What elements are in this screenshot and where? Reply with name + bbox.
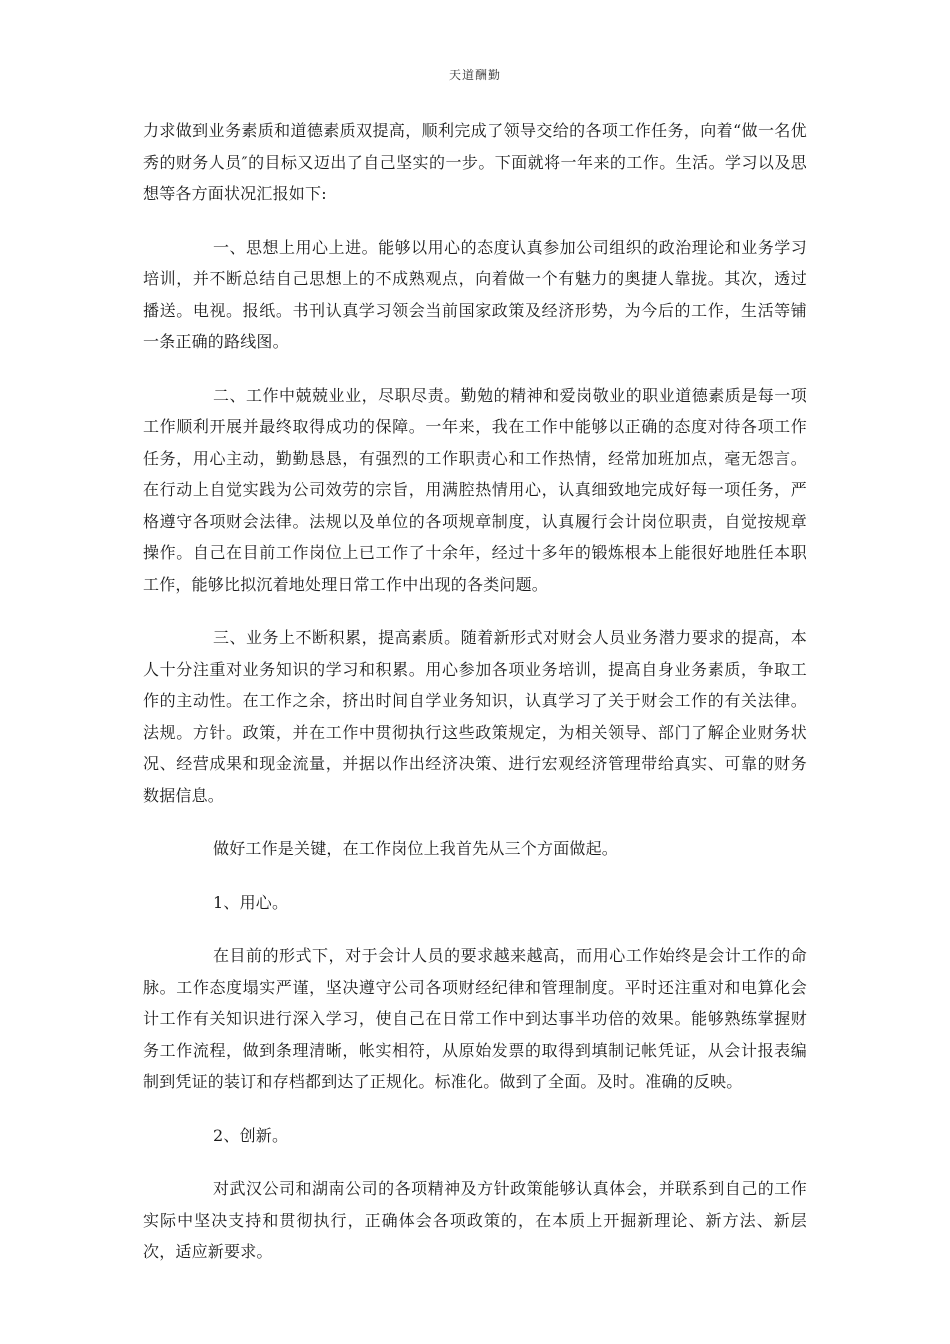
heading-item-2: 2、创新。 xyxy=(213,1125,289,1145)
paragraph-section-1: 一、思想上用心上进。能够以用心的态度认真参加公司组织的政治理论和业务学习培训，并不断总结自己思想上的不成熟观点，向着做一个有魅力的奥捷人靠拢。其次，透过播送。电视。报纸。书刊认真学习领会当前国家政策及经济形势，为今后的工作，生活等铺一条正确的路线图。 xyxy=(143,237,807,351)
paragraph-item-2: 对武汉公司和湖南公司的各项精神及方针政策能够认真体会，并联系到自己的工作实际中坚决支持和贯彻执行，正确体会各项政策的，在本质上开掘新理论、新方法、新层次，适应新要求。 xyxy=(143,1179,807,1261)
paragraph-section-2: 二、工作中兢兢业业，尽职尽责。勤勉的精神和爱岗敬业的职业道德素质是每一项工作顺利开展并最终取得成功的保障。一年来，我在工作中能够以正确的态度对待各项工作任务，用心主动，勤勤恳恳，有强烈的工作职责心和工作热情，经常加班加点，毫无怨言。在行动上自觉实践为公司效劳的宗旨，用满腔热情用心，认真细致地完成好每一项任务，严格遵守各项财会法律。法规以及单位的各项规章制度，认真履行会计岗位职责，自觉按规章操作。自己在目前工作岗位上已工作了十余年，经过十多年的锻炼根本上能很好地胜任本职工作，能够比拟沉着地处理日常工作中出现的各类问题。 xyxy=(143,385,807,594)
paragraph-item-1: 在目前的形式下，对于会计人员的要求越来越高，而用心工作始终是会计工作的命脉。工作态度塌实严谨，坚决遵守公司各项财经纪律和管理制度。平时还注重对和电算化会计工作有关知识进行深入学习，使自己在日常工作中到达事半功倍的效果。能够熟练掌握财务工作流程，做到条理清晰，帐实相符，从原始发票的取得到填制记帐凭证，从会计报表编制到凭证的装订和存档都到达了正规化。标准化。做到了全面。及时。准确的反映。 xyxy=(143,946,807,1091)
paragraph-intro: 力求做到业务素质和道德素质双提高，顺利完成了领导交给的各项工作任务，向着“做一名优秀的财务人员″的目标又迈出了自己坚实的一步。下面就将一年来的工作。生活。学习以及思想等各方面状况汇报如下: xyxy=(143,121,807,203)
document-body xyxy=(143,115,807,1290)
heading-item-1: 1、用心。 xyxy=(213,892,289,912)
paragraph-section-3: 三、业务上不断积累，提高素质。随着新形式对财会人员业务潜力要求的提高，本人十分注重对业务知识的学习和积累。用心参加各项业务培训，提高自身业务素质，争取工作的主动性。在工作之余，挤出时间自学业务知识，认真学习了关于财会工作的有关法律。法规。方针。政策，并在工作中贯彻执行这些政策规定，为相关领导、部门了解企业财务状况、经营成果和现金流量，并据以作出经济决策、进行宏观经济管理带给真实、可靠的财务数据信息。 xyxy=(143,628,807,805)
page-header: 天道酬勤 xyxy=(448,68,501,82)
paragraph-key-work: 做好工作是关键，在工作岗位上我首先从三个方面做起。 xyxy=(213,839,619,858)
